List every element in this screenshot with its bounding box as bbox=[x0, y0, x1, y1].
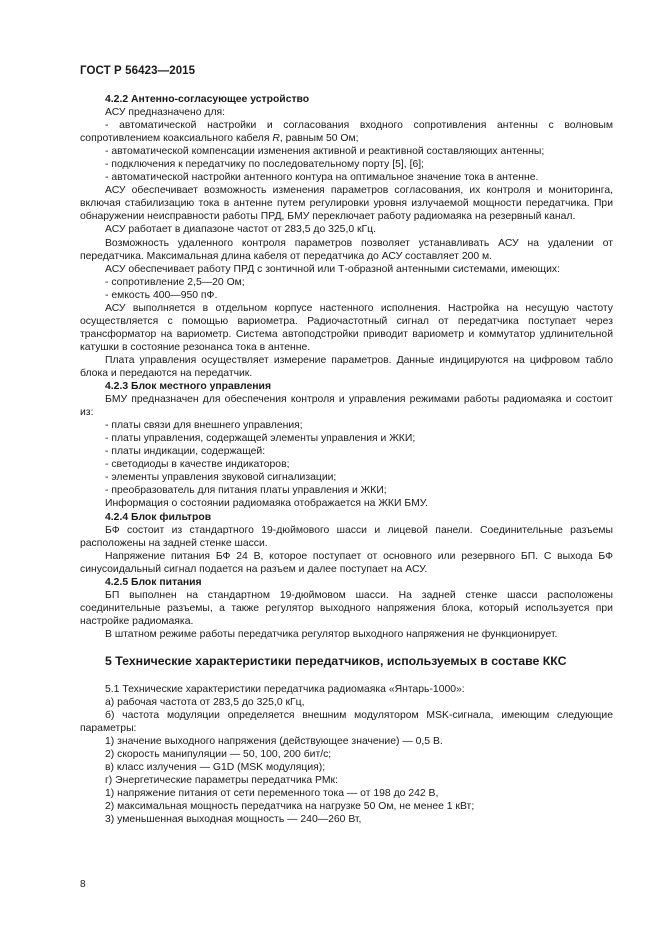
list-item: - платы управления, содержащей элементы управления и ЖКИ; bbox=[105, 433, 416, 445]
list-item: а) рабочая частота от 283,5 до 325,0 кГц, bbox=[105, 697, 305, 709]
section-heading-4-2-5: 4.2.5 Блок питания bbox=[105, 576, 202, 588]
list-item: 2) максимальная мощность передатчика на нагрузке 50 Ом, не менее 1 кВт; bbox=[105, 801, 475, 813]
list-item: - сопротивление 2,5—20 Ом; bbox=[105, 276, 245, 288]
list-item: - подключения к передатчику по последовательному порту [5], [6]; bbox=[105, 159, 425, 171]
list-item: в) класс излучения — G1D (MSK модуляция); bbox=[105, 762, 326, 774]
list-item: - платы связи для внешнего управления; bbox=[105, 420, 303, 432]
paragraph: АСУ работает в диапазоне частот от 283,5 до 325,0 кГц. bbox=[105, 224, 377, 236]
paragraph: Информация о состоянии радиомаяка отображается на ЖКИ БМУ. bbox=[105, 498, 428, 510]
list-item: - автоматической настройки антенного контура на оптимальное значение тока в антенне. bbox=[105, 172, 539, 184]
list-item: - преобразователь для питания платы управления и ЖКИ; bbox=[105, 485, 387, 497]
paragraph: В штатном режиме работы передатчика регулятор выходного напряжения не функционирует. bbox=[105, 628, 558, 640]
document-body bbox=[80, 93, 613, 826]
paragraph: АСУ выполняется в отдельном корпусе настенного исполнения. Настройка на несущую частоту осуществляется с помощью вариометра. Радиочастотный сигнал от передатчика поступает через трансформатор на вариометр. Система автоподстройки приводит вариометр и коммутатор удлинительной катушки в состояние резонанса тока в антенне. bbox=[80, 302, 613, 353]
section-heading-4-2-2: 4.2.2 Антенно-согласующее устройство bbox=[105, 94, 310, 105]
paragraph: БМУ предназначен для обеспечения контроля и управления режимами работы радиомаяка и состоит из: bbox=[80, 394, 613, 419]
paragraph: Напряжение питания БФ 24 В, которое поступает от основного или резервного БП. С выхода БФ синусоидальный сигнал подается на разъем и далее поступает на АСУ. bbox=[80, 550, 613, 575]
paragraph: БФ состоит из стандартного 19-дюймового шасси и лицевой панели. Соединительные разъемы расположены на задней стенке шасси. bbox=[80, 524, 613, 549]
paragraph: Возможность удаленного контроля параметров позволяет устанавливать АСУ на удалении от передатчика. Максимальная длина кабеля от передатчика до АСУ составляет 200 м. bbox=[80, 237, 613, 262]
page-number: 8 bbox=[80, 879, 86, 890]
list-item: - емкость 400—950 пФ. bbox=[105, 289, 218, 301]
list-item: г) Энергетические параметры передатчика РМк: bbox=[105, 775, 338, 787]
paragraph: АСУ предназначено для: bbox=[105, 107, 226, 119]
paragraph: БП выполнен на стандартном 19-дюймовом шасси. На задней стенке шасси расположены соединительные разъемы, а также регулятор выходного напряжения блока, который используется при настройке радиомаяка. bbox=[80, 589, 613, 627]
document-header: ГОСТ Р 56423—2015 bbox=[80, 65, 196, 77]
paragraph: 5.1 Технические характеристики передатчика радиомаяка «Янтарь-1000»: bbox=[105, 683, 465, 695]
list-item: б) частота модуляции определяется внешним модулятором MSK-сигнала, имеющим следующие параметры: bbox=[80, 710, 613, 735]
list-item: 1) напряжение питания от сети переменного тока — от 198 до 242 В, bbox=[105, 788, 439, 800]
list-item: - платы индикации, содержащей: bbox=[105, 446, 266, 458]
list-item: 1) значение выходного напряжения (действующее значение) — 0,5 В. bbox=[105, 736, 443, 748]
paragraph: Плата управления осуществляет измерение параметров. Данные индицируются на цифровом табло блока и передаются на передатчик. bbox=[80, 354, 613, 379]
section-heading-4-2-4: 4.2.4 Блок фильтров bbox=[105, 511, 212, 523]
list-item: 2) скорость манипуляции — 50, 100, 200 бит/с; bbox=[105, 749, 332, 761]
section-heading-5: 5 Технические характеристики передатчиков, используемых в составе ККС bbox=[105, 653, 567, 668]
list-item: - автоматической настройки и согласования входного сопротивления антенны с волновым сопротивлением коаксиального кабеля R, равным 50 Ом; bbox=[80, 120, 613, 145]
list-item: - автоматической компенсации изменения активной и реактивной составляющих антенны; bbox=[105, 146, 545, 158]
list-item: - светодиоды в качестве индикаторов; bbox=[105, 459, 290, 471]
list-item: 3) уменьшенная выходная мощность — 240—260 Вт, bbox=[105, 814, 362, 826]
section-heading-4-2-3: 4.2.3 Блок местного управления bbox=[105, 381, 272, 393]
paragraph: АСУ обеспечивает работу ПРД с зонтичной или Т-образной антенными системами, имеющих: bbox=[105, 263, 560, 275]
paragraph: АСУ обеспечивает возможность изменения параметров согласования, их контроля и мониторинга, включая стабилизацию тока в антенне путем регулировки уровня излучаемой мощности передатчика. При обнаружении неисправности работы ПРД, БМУ переключает работу радиомаяка на резервный канал. bbox=[80, 185, 613, 223]
list-item: - элементы управления звуковой сигнализации; bbox=[105, 472, 337, 484]
